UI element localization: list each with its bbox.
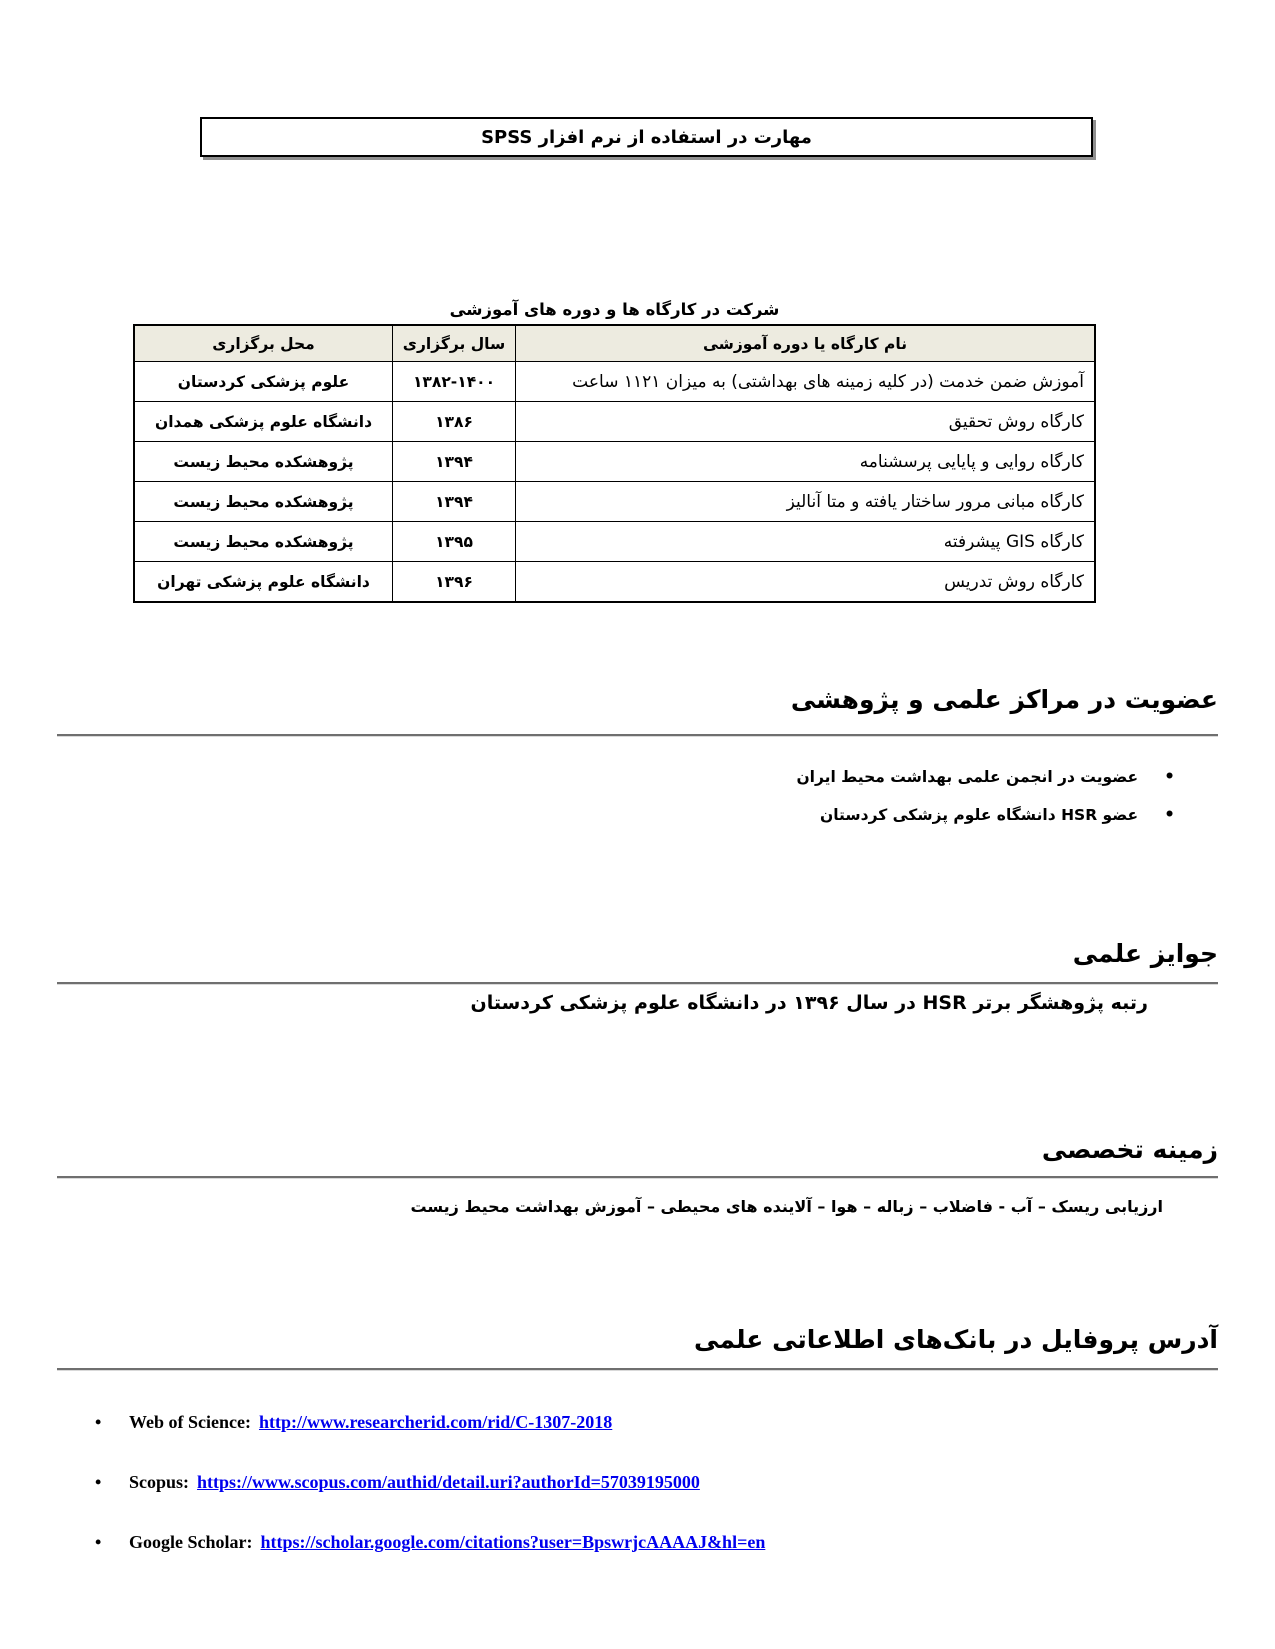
table-row	[134, 562, 1095, 603]
workshop-name-cell: کارگاه مبانی مرور ساختار یافته و متا آنالیز	[516, 482, 1095, 522]
workshop-venue-cell: پژوهشکده محیط زیست	[134, 522, 393, 562]
workshop-name-cell: کارگاه روش تدریس	[516, 562, 1095, 603]
specialty-section	[57, 1132, 1218, 1179]
membership-section	[57, 682, 1218, 737]
list-item	[796, 758, 1175, 796]
profiles-heading: آدرس پروفایل در بانک‌های اطلاعاتی علمی	[694, 1325, 1218, 1354]
column-header-venue: محل برگزاری	[134, 325, 393, 362]
table-header-row	[134, 325, 1095, 362]
list-item	[95, 1412, 765, 1472]
workshop-name-cell: کارگاه روایی و پایایی پرسشنامه	[516, 442, 1095, 482]
bullet-icon: •	[95, 1412, 102, 1432]
bullet-icon: •	[1164, 767, 1175, 787]
bullet-icon: •	[1164, 805, 1175, 825]
profile-label-scopus: Scopus:	[129, 1472, 190, 1492]
workshop-year-cell: ۱۳۹۵	[393, 522, 516, 562]
workshop-name-cell: کارگاه روش تحقیق	[516, 402, 1095, 442]
bullet-icon: •	[95, 1472, 102, 1492]
web-of-science-link[interactable]: http://www.researcherid.com/rid/C-1307-2018	[258, 1412, 613, 1432]
workshop-year-cell: ۱۳۹۶	[393, 562, 516, 603]
awards-section	[57, 936, 1218, 985]
membership-item-text: عضو HSR دانشگاه علوم پزشکی کردستان	[820, 806, 1139, 824]
list-item	[796, 796, 1175, 834]
column-header-year: سال برگزاری	[393, 325, 516, 362]
table-row	[134, 362, 1095, 402]
workshop-year-cell: ۱۳۸۶	[393, 402, 516, 442]
workshop-name-cell: کارگاه GIS پیشرفته	[516, 522, 1095, 562]
profiles-list	[95, 1412, 765, 1592]
profile-label-web-of-science: Web of Science:	[129, 1412, 251, 1432]
workshop-year-cell: ۱۳۹۴	[393, 482, 516, 522]
column-header-workshop-name: نام کارگاه یا دوره آموزشی	[516, 325, 1095, 362]
bullet-icon: •	[95, 1532, 102, 1552]
specialty-heading: زمینه تخصصی	[1041, 1135, 1218, 1164]
table-row	[134, 522, 1095, 562]
list-item	[95, 1532, 765, 1592]
google-scholar-link[interactable]: https://scholar.google.com/citations?user=BpswrjcAAAAJ&hl=en	[260, 1532, 766, 1552]
section-divider	[57, 734, 1218, 737]
workshop-year-cell: ۱۳۸۲-۱۴۰۰	[393, 362, 516, 402]
spss-skill-box	[200, 117, 1093, 157]
workshop-name-cell: آموزش ضمن خدمت (در کلیه زمینه های بهداشتی) به میزان ۱۱۲۱ ساعت	[516, 362, 1095, 402]
workshop-venue-cell: علوم پزشکی کردستان	[134, 362, 393, 402]
membership-item-text: عضویت در انجمن علمی بهداشت محیط ایران	[796, 768, 1139, 786]
workshop-venue-cell: پژوهشکده محیط زیست	[134, 442, 393, 482]
profiles-section	[57, 1322, 1218, 1371]
spss-skill-text: مهارت در استفاده از نرم افزار SPSS	[481, 126, 812, 148]
list-item	[95, 1472, 765, 1532]
workshop-venue-cell: دانشگاه علوم پزشکی همدان	[134, 402, 393, 442]
specialty-text: ارزیابی ریسک – آب - فاضلاب – زباله – هوا – آلاینده های محیطی – آموزش بهداشت محیط زیست	[410, 1197, 1163, 1216]
profile-label-google-scholar: Google Scholar:	[129, 1532, 253, 1552]
workshop-year-cell: ۱۳۹۴	[393, 442, 516, 482]
table-row	[134, 482, 1095, 522]
section-divider	[57, 982, 1218, 985]
table-row	[134, 442, 1095, 482]
award-text: رتبه پژوهشگر برتر HSR در سال ۱۳۹۶ در دانشگاه علوم پزشکی کردستان	[470, 992, 1148, 1014]
workshops-table	[133, 324, 1096, 603]
scopus-link[interactable]: https://www.scopus.com/authid/detail.uri?authorId=57039195000	[197, 1472, 700, 1492]
workshop-venue-cell: پژوهشکده محیط زیست	[134, 482, 393, 522]
workshop-venue-cell: دانشگاه علوم پزشکی تهران	[134, 562, 393, 603]
workshops-table-title: شرکت در کارگاه ها و دوره های آموزشی	[449, 300, 780, 319]
section-divider	[57, 1368, 1218, 1371]
section-divider	[57, 1176, 1218, 1179]
membership-list	[796, 758, 1175, 834]
awards-heading: جوایز علمی	[1072, 939, 1218, 968]
membership-heading: عضویت در مراکز علمی و پژوهشی	[790, 685, 1218, 714]
workshops-section	[133, 300, 1096, 603]
table-row	[134, 402, 1095, 442]
